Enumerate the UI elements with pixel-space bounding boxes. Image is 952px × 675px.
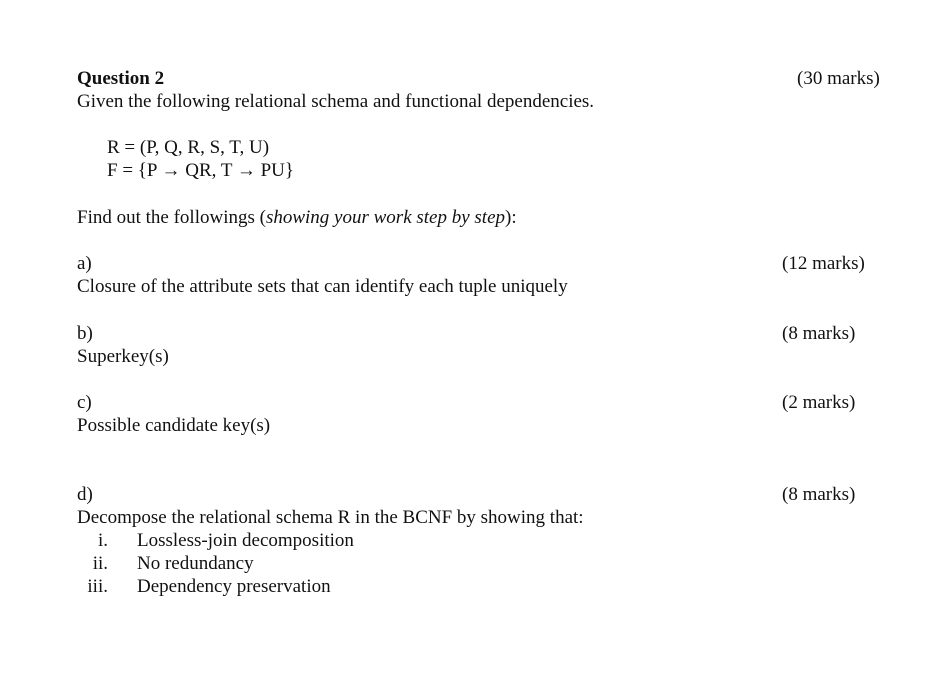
subitem-text: Dependency preservation (137, 576, 331, 597)
part-d-marks: (8 marks) (782, 484, 856, 505)
question-total-marks: (30 marks) (797, 68, 880, 89)
part-a-text: Closure of the attribute sets that can identify each tuple uniquely (77, 276, 568, 297)
part-a-marks: (12 marks) (782, 253, 865, 274)
part-c-label: c) (77, 392, 92, 413)
part-d-text: Decompose the relational schema R in the BCNF by showing that: (77, 507, 584, 528)
instruction-line (77, 207, 517, 229)
part-a-label: a) (77, 253, 92, 274)
subitem-text: No redundancy (137, 553, 254, 574)
subitem-number: i. (97, 530, 108, 551)
instruction-suffix: ): (505, 207, 517, 228)
part-c-text: Possible candidate key(s) (77, 415, 271, 436)
question-title: Question 2 (77, 68, 165, 89)
instruction-prefix: Find out the followings ( (77, 207, 266, 228)
instruction-emphasis: showing your work step by step (265, 207, 506, 228)
part-b-marks: (8 marks) (782, 323, 856, 344)
functional-dependencies: F = {P → QR, T → PU} (107, 160, 294, 181)
part-b-label: b) (77, 323, 93, 344)
subitem-number: ii. (92, 553, 108, 574)
part-b-text: Superkey(s) (77, 346, 169, 367)
relation-schema: R = (P, Q, R, S, T, U) (107, 137, 270, 158)
subitem-number: iii. (87, 576, 108, 597)
question-intro: Given the following relational schema and functional dependencies. (77, 91, 595, 112)
part-c-marks: (2 marks) (782, 392, 856, 413)
part-d-label: d) (77, 484, 93, 505)
subitem-text: Lossless-join decomposition (137, 530, 354, 551)
